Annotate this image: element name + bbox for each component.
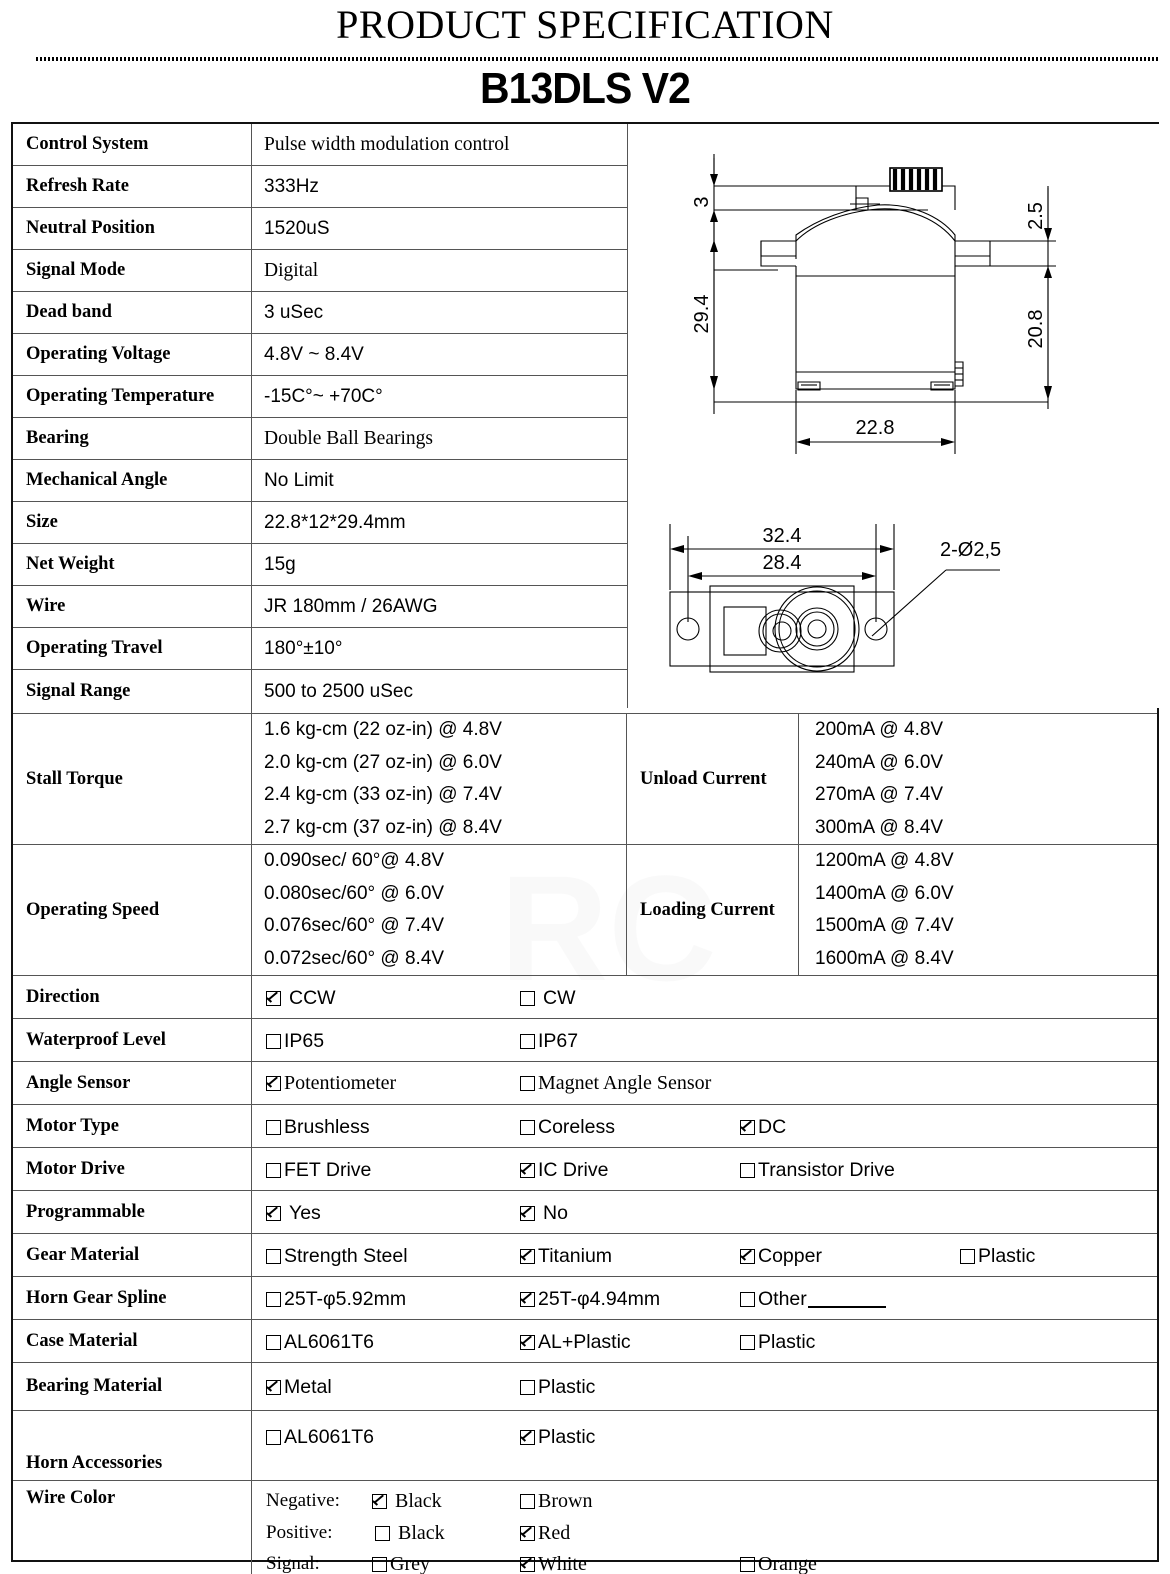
checkbox-icon [740,1120,755,1135]
checkbox-bearing-plastic[interactable] [520,1376,595,1399]
operating-speed-values [252,845,627,975]
checkbox-icon [740,1292,755,1307]
checkbox-dc[interactable] [740,1116,786,1139]
option-label: Plastic [758,1331,816,1353]
loading-current-value: 1500mA @ 7.4V [815,915,954,936]
checkbox-gear-plastic[interactable] [960,1245,1035,1268]
option-label: Other [758,1288,807,1310]
checkbox-ip67[interactable] [520,1030,578,1053]
option-label: Black [398,1522,445,1544]
programmable-label: Programmable [13,1191,252,1233]
row-angle-sensor [13,1062,1157,1105]
horn-accessories-options [252,1411,1157,1480]
checkbox-icon [520,1249,535,1264]
option-label: Titanium [538,1245,613,1267]
operating-speed-label: Operating Speed [13,845,252,975]
operating-speed-block [13,845,1157,976]
wire-signal-label: Signal: [266,1553,320,1574]
dim-hole-callout: 2-Ø2,5 [940,539,1002,561]
spec-value: Pulse width modulation control [264,133,510,155]
checkbox-icon [266,1430,281,1445]
checkbox-icon [266,1076,281,1091]
servo-side-view [691,154,1056,454]
unload-current-value: 200mA @ 4.8V [815,719,944,740]
option-label: CW [543,987,576,1009]
option-label: Magnet Angle Sensor [538,1072,712,1094]
option-label: Coreless [538,1116,615,1138]
dim-32-4: 32.4 [762,525,802,547]
checkbox-icon [740,1335,755,1350]
checkbox-negative-black[interactable] [372,1490,442,1513]
option-label: DC [758,1116,787,1138]
spec-value: 333Hz [264,175,319,197]
checkbox-case-plastic[interactable] [740,1331,815,1354]
spec-label: Bearing [13,418,252,459]
checkbox-icon [266,1163,281,1178]
checkbox-icon [520,1430,535,1445]
checkbox-icon [372,1494,387,1509]
checkbox-ccw[interactable] [266,987,336,1010]
dim-3: 3 [691,196,713,208]
page-title: PRODUCT SPECIFICATION [336,2,834,47]
wire-color-label: Wire Color [13,1481,252,1574]
checkbox-icon [520,1557,535,1572]
row-programmable [13,1191,1157,1234]
technical-drawings-panel [627,124,1159,708]
spec-label: Mechanical Angle [13,460,252,501]
motor-type-label: Motor Type [13,1105,252,1147]
checkbox-icon [266,991,281,1006]
checkbox-signal-white[interactable] [520,1553,587,1574]
checkbox-titanium[interactable] [520,1245,612,1268]
checkbox-icon [520,1526,535,1541]
loading-current-label: Loading Current [627,845,799,975]
spec-value: Digital [264,259,319,281]
stall-torque-block [13,714,1157,845]
technical-drawings-svg [628,124,1160,708]
option-label: No [543,1202,568,1224]
option-label: AL6061T6 [284,1331,374,1353]
checkbox-icon [520,991,535,1006]
option-label: Plastic [538,1376,596,1398]
spec-value: 500 to 2500 uSec [264,680,413,702]
option-label: Yes [289,1202,321,1224]
checkbox-case-al6061t6[interactable] [266,1331,374,1354]
option-label: FET Drive [284,1159,372,1181]
angle-sensor-options [252,1062,1157,1104]
checkbox-signal-orange[interactable] [740,1553,817,1574]
option-label: Transistor Drive [758,1159,895,1181]
case-material-label: Case Material [13,1320,252,1362]
checkbox-programmable-yes[interactable] [266,1202,321,1225]
checkbox-icon [740,1249,755,1264]
angle-sensor-label: Angle Sensor [13,1062,252,1104]
motor-drive-label: Motor Drive [13,1148,252,1190]
spec-value: JR 180mm / 26AWG [264,595,438,617]
loading-current-value: 1200mA @ 4.8V [815,850,954,871]
loading-current-value: 1400mA @ 6.0V [815,882,954,904]
stall-torque-values [252,714,627,844]
dim-29-4: 29.4 [691,294,713,334]
checkbox-potentiometer[interactable] [266,1072,396,1095]
option-label: Black [395,1490,442,1512]
option-label: IC Drive [538,1159,609,1181]
option-label: Strength Steel [284,1245,408,1267]
row-waterproof-level [13,1019,1157,1062]
spec-value: 4.8V ~ 8.4V [264,343,364,365]
operating-speed-value: 0.090sec/ 60°@ 4.8V [264,850,445,871]
option-label: White [538,1553,587,1574]
dim-22-8: 22.8 [855,417,895,439]
bearing-material-options [252,1363,1157,1410]
spec-label: Net Weight [13,544,252,585]
checkbox-icon [266,1335,281,1350]
spec-label: Dead band [13,292,252,333]
loading-current-value: 1600mA @ 8.4V [815,947,954,969]
checkbox-icon [520,1494,535,1509]
row-horn-gear-spline [13,1277,1157,1320]
checkbox-icon [375,1526,390,1541]
stall-torque-label: Stall Torque [13,714,252,844]
checkbox-icon [520,1292,535,1307]
checkbox-metal[interactable] [266,1376,332,1399]
option-label: AL6061T6 [284,1426,374,1448]
checkbox-programmable-no[interactable] [520,1202,568,1225]
operating-speed-value: 0.072sec/60° @ 8.4V [264,947,445,969]
spec-label: Wire [13,586,252,627]
dim-28-4: 28.4 [762,552,802,574]
checkbox-ic-drive[interactable] [520,1159,608,1182]
spec-label: Control System [13,124,252,165]
direction-options [252,976,1157,1018]
spec-label: Size [13,502,252,543]
stall-torque-value: 2.7 kg-cm (37 oz-in) @ 8.4V [264,816,502,838]
spec-value: -15C°~ +70C° [264,385,383,407]
waterproof-options [252,1019,1157,1061]
checkbox-icon [520,1034,535,1049]
option-label: Plastic [538,1426,596,1448]
checkbox-positive-red[interactable] [520,1522,570,1545]
gear-material-options [252,1234,1157,1276]
dim-2-5: 2.5 [1025,202,1047,230]
operating-speed-value: 0.080sec/60° @ 6.0V [264,882,445,904]
option-label: Orange [758,1553,817,1574]
spec-label: Operating Temperature [13,376,252,417]
model-name: B13DLS V2 [480,64,690,113]
operating-speed-value: 0.076sec/60° @ 7.4V [264,915,445,936]
checkbox-icon [520,1120,535,1135]
checkbox-icon [266,1206,281,1221]
checkbox-icon [266,1120,281,1135]
row-motor-type [13,1105,1157,1148]
checkbox-icon [520,1206,535,1221]
spec-value: No Limit [264,469,334,491]
unload-current-label: Unload Current [627,714,799,844]
option-label: IP65 [284,1030,325,1052]
programmable-options [252,1191,1157,1233]
loading-current-values [799,845,1157,975]
checkbox-brushless[interactable] [266,1116,370,1139]
servo-top-view [670,524,1001,672]
checkbox-ip65[interactable] [266,1030,324,1053]
wire-negative-label: Negative: [266,1490,340,1511]
checkbox-icon [266,1380,281,1395]
unload-current-value: 270mA @ 7.4V [815,784,944,805]
checkbox-horn-al6061t6[interactable] [266,1426,374,1449]
option-label: Brushless [284,1116,370,1138]
checkbox-icon [520,1163,535,1178]
spec-label: Operating Travel [13,628,252,669]
spec-value: 180°±10° [264,637,343,659]
case-material-options [252,1320,1157,1362]
row-horn-accessories [13,1411,1157,1481]
checkbox-copper[interactable] [740,1245,822,1268]
checkbox-signal-grey[interactable] [372,1553,430,1574]
row-wire-color [13,1481,1157,1574]
checkbox-transistor-drive[interactable] [740,1159,895,1182]
unload-current-value: 300mA @ 8.4V [815,816,944,838]
horn-accessories-label: Horn Accessories [13,1411,252,1480]
direction-label: Direction [13,976,252,1018]
checkbox-negative-brown[interactable] [520,1490,592,1513]
option-label: Red [538,1522,571,1544]
option-label: Metal [284,1376,332,1398]
row-gear-material [13,1234,1157,1277]
option-label: AL+Plastic [538,1331,631,1353]
spec-value: 1520uS [264,217,330,239]
spec-label: Operating Voltage [13,334,252,375]
checkbox-strength-steel[interactable] [266,1245,408,1268]
option-label: Brown [538,1490,593,1512]
checkbox-cw[interactable] [520,987,576,1010]
option-label: 25T-φ5.92mm [284,1288,407,1310]
checkbox-fet-drive[interactable] [266,1159,371,1182]
row-bearing-material [13,1363,1157,1411]
gear-material-label: Gear Material [13,1234,252,1276]
option-label: Potentiometer [284,1072,397,1094]
specification-table [11,122,1159,1574]
checkbox-magnet-angle-sensor[interactable] [520,1072,711,1095]
checkbox-icon [266,1034,281,1049]
waterproof-label: Waterproof Level [13,1019,252,1061]
checkbox-25t-494[interactable] [520,1288,660,1311]
title-divider [36,57,1158,61]
checkbox-coreless[interactable] [520,1116,615,1139]
row-direction [13,976,1157,1019]
checkbox-icon [520,1380,535,1395]
wire-positive-label: Positive: [266,1522,333,1543]
stall-torque-value: 2.4 kg-cm (33 oz-in) @ 7.4V [264,784,502,805]
spec-value: Double Ball Bearings [264,427,433,449]
motor-drive-options [252,1148,1157,1190]
motor-type-options [252,1105,1157,1147]
spec-label: Refresh Rate [13,166,252,207]
spec-value: 3 uSec [264,301,324,323]
option-label: Plastic [978,1245,1036,1267]
checkbox-al-plastic[interactable] [520,1331,631,1354]
stall-torque-value: 2.0 kg-cm (27 oz-in) @ 6.0V [264,751,502,773]
spec-label: Neutral Position [13,208,252,249]
option-label: CCW [289,987,336,1009]
checkbox-icon [520,1076,535,1091]
checkbox-icon [266,1249,281,1264]
checkbox-icon [960,1249,975,1264]
checkbox-icon [520,1335,535,1350]
spec-label: Signal Mode [13,250,252,291]
spec-value: 15g [264,553,296,575]
option-label: Copper [758,1245,822,1267]
row-motor-drive [13,1148,1157,1191]
checkbox-icon [266,1292,281,1307]
checkbox-spline-other[interactable] [740,1288,886,1311]
checkbox-25t-592[interactable] [266,1288,406,1311]
row-case-material [13,1320,1157,1363]
other-blank-field[interactable] [808,1291,886,1308]
option-label: IP67 [538,1030,579,1052]
checkbox-horn-plastic[interactable] [520,1426,595,1449]
bearing-material-label: Bearing Material [13,1363,252,1410]
option-label: Grey [390,1553,430,1574]
spec-label: Signal Range [13,670,252,713]
horn-gear-spline-options [252,1277,1157,1319]
checkbox-icon [372,1557,387,1572]
horn-gear-spline-label: Horn Gear Spline [13,1277,252,1319]
unload-current-value: 240mA @ 6.0V [815,751,944,773]
stall-torque-value: 1.6 kg-cm (22 oz-in) @ 4.8V [264,719,502,740]
dim-20-8: 20.8 [1025,309,1047,349]
unload-current-values [799,714,1157,844]
checkbox-icon [740,1557,755,1572]
option-label: 25T-φ4.94mm [538,1288,661,1310]
spec-value: 22.8*12*29.4mm [264,511,406,533]
checkbox-icon [740,1163,755,1178]
wire-color-options [252,1481,1157,1574]
checkbox-positive-black[interactable] [375,1522,445,1545]
